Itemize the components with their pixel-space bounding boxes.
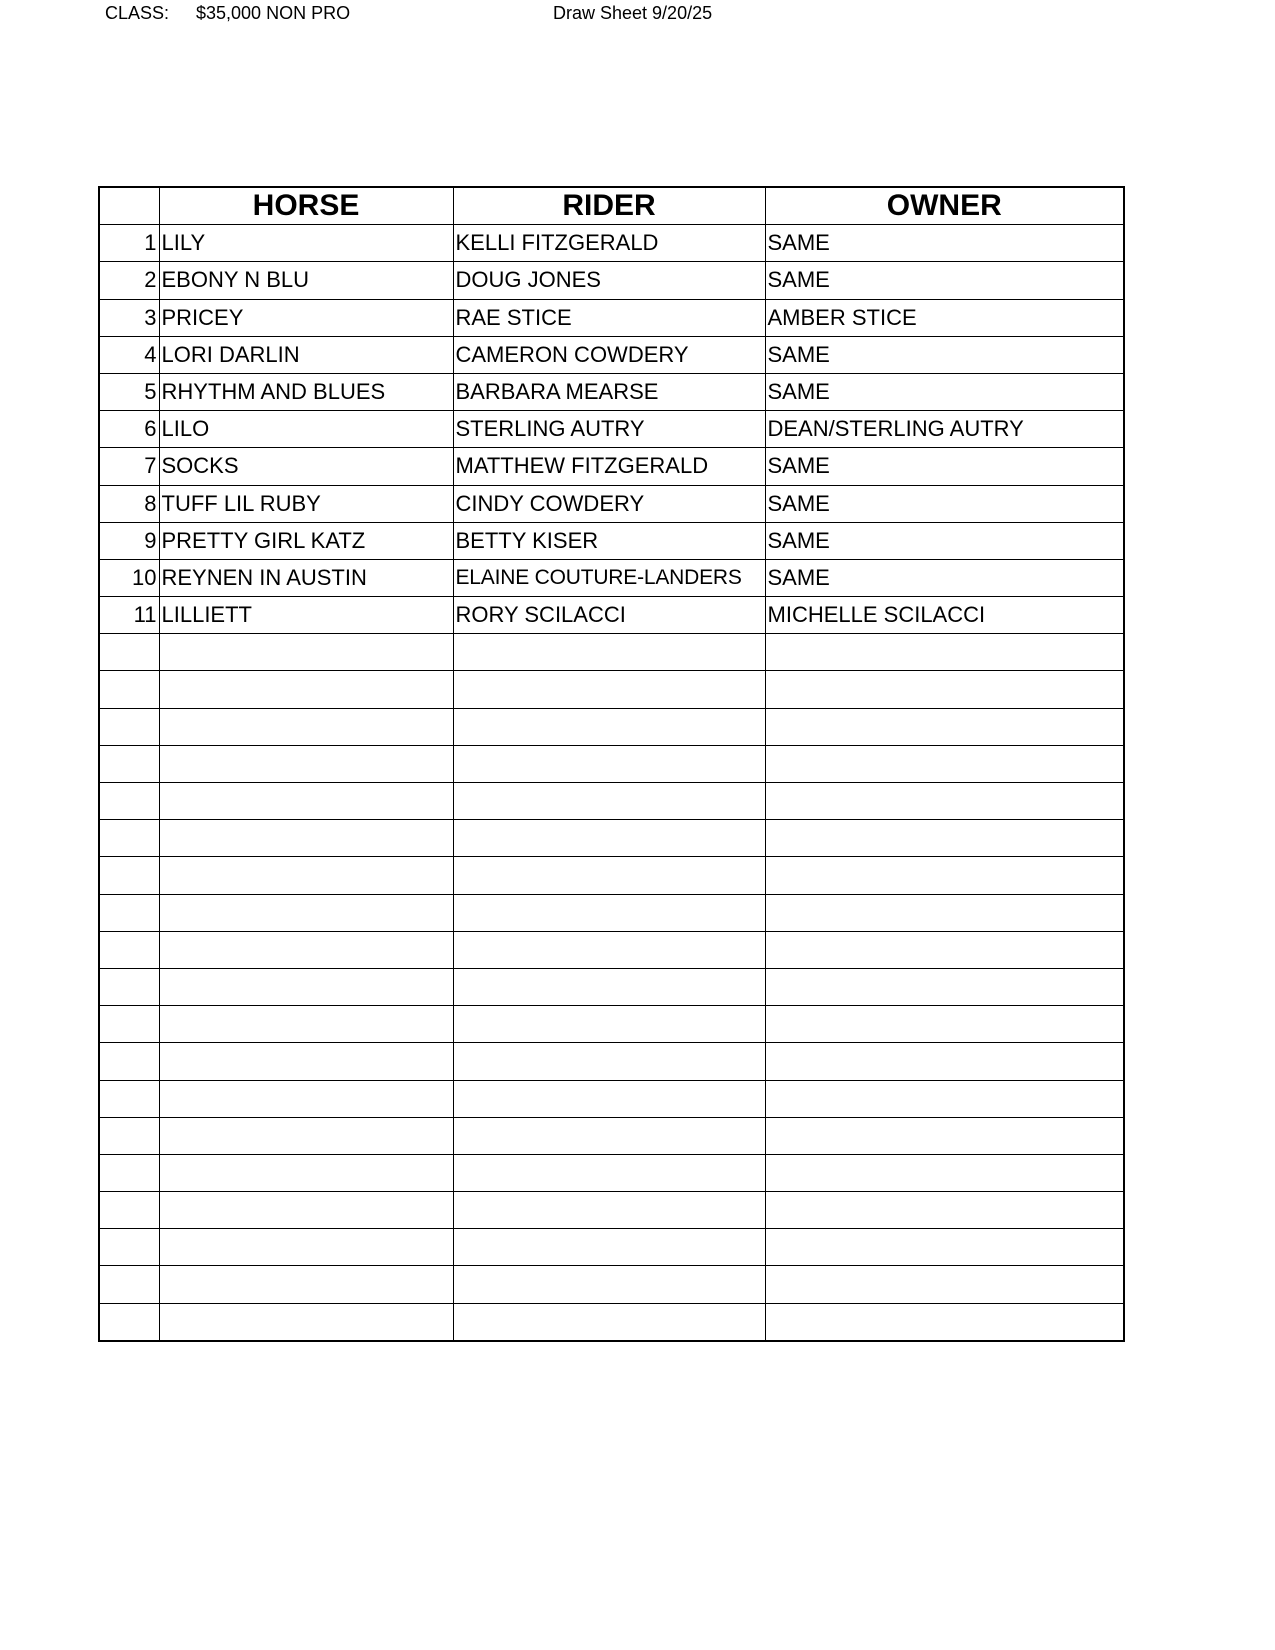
blank-cell <box>159 1043 453 1080</box>
table-row <box>99 225 1124 262</box>
blank-cell <box>453 894 765 931</box>
owner-cell: SAME <box>765 485 1124 522</box>
draw-number-cell: 2 <box>99 262 159 299</box>
owner-cell: SAME <box>765 225 1124 262</box>
blank-cell <box>765 968 1124 1005</box>
blank-cell <box>765 1043 1124 1080</box>
blank-row <box>99 634 1124 671</box>
blank-row <box>99 708 1124 745</box>
blank-cell <box>159 1266 453 1303</box>
blank-cell <box>765 1117 1124 1154</box>
blank-cell <box>453 1043 765 1080</box>
blank-cell <box>453 1229 765 1266</box>
blank-cell <box>159 634 453 671</box>
horse-cell: PRETTY GIRL KATZ <box>159 522 453 559</box>
blank-cell <box>159 894 453 931</box>
table-row <box>99 448 1124 485</box>
blank-cell <box>765 708 1124 745</box>
horse-cell: TUFF LIL RUBY <box>159 485 453 522</box>
blank-cell <box>159 783 453 820</box>
blank-cell <box>453 968 765 1005</box>
rider-cell: DOUG JONES <box>453 262 765 299</box>
blank-cell <box>453 857 765 894</box>
owner-cell: SAME <box>765 522 1124 559</box>
rider-cell: RAE STICE <box>453 299 765 336</box>
blank-cell <box>453 1154 765 1191</box>
rider-cell: BARBARA MEARSE <box>453 373 765 410</box>
table-row <box>99 336 1124 373</box>
draw-number-cell: 5 <box>99 373 159 410</box>
owner-cell: SAME <box>765 373 1124 410</box>
rider-cell: ELAINE COUTURE-LANDERS <box>453 559 765 596</box>
blank-cell <box>99 931 159 968</box>
blank-cell <box>99 1043 159 1080</box>
blank-row <box>99 968 1124 1005</box>
column-header-rider: RIDER <box>453 187 765 225</box>
draw-number-cell: 7 <box>99 448 159 485</box>
blank-cell <box>159 968 453 1005</box>
horse-cell: SOCKS <box>159 448 453 485</box>
blank-row <box>99 1043 1124 1080</box>
blank-cell <box>765 1266 1124 1303</box>
blank-row <box>99 1080 1124 1117</box>
owner-cell: AMBER STICE <box>765 299 1124 336</box>
blank-row <box>99 894 1124 931</box>
blank-cell <box>159 1006 453 1043</box>
table-row <box>99 522 1124 559</box>
blank-cell <box>453 745 765 782</box>
blank-cell <box>159 1303 453 1341</box>
blank-cell <box>159 708 453 745</box>
blank-cell <box>765 783 1124 820</box>
class-label: CLASS: <box>105 3 170 23</box>
blank-row <box>99 1117 1124 1154</box>
draw-number-cell: 9 <box>99 522 159 559</box>
blank-cell <box>765 1192 1124 1229</box>
horse-cell: EBONY N BLU <box>159 262 453 299</box>
blank-row <box>99 671 1124 708</box>
rider-cell: KELLI FITZGERALD <box>453 225 765 262</box>
horse-cell: LILY <box>159 225 453 262</box>
blank-cell <box>765 1303 1124 1341</box>
blank-cell <box>99 968 159 1005</box>
blank-cell <box>99 894 159 931</box>
blank-cell <box>453 820 765 857</box>
blank-cell <box>765 931 1124 968</box>
blank-cell <box>99 671 159 708</box>
rider-cell: MATTHEW FITZGERALD <box>453 448 765 485</box>
blank-cell <box>99 820 159 857</box>
blank-cell <box>99 1080 159 1117</box>
blank-cell <box>99 634 159 671</box>
owner-cell: SAME <box>765 336 1124 373</box>
horse-cell: LORI DARLIN <box>159 336 453 373</box>
blank-cell <box>765 634 1124 671</box>
blank-cell <box>99 1117 159 1154</box>
table-row <box>99 373 1124 410</box>
horse-cell: RHYTHM AND BLUES <box>159 373 453 410</box>
blank-cell <box>765 820 1124 857</box>
blank-cell <box>159 1117 453 1154</box>
rider-cell: STERLING AUTRY <box>453 411 765 448</box>
blank-row <box>99 1303 1124 1341</box>
sheet-title: Draw Sheet 9/20/25 <box>553 3 713 23</box>
blank-cell <box>159 671 453 708</box>
class-value: $35,000 NON PRO <box>196 3 351 23</box>
blank-cell <box>453 931 765 968</box>
blank-row <box>99 931 1124 968</box>
blank-row <box>99 820 1124 857</box>
blank-cell <box>159 745 453 782</box>
blank-cell <box>159 1229 453 1266</box>
owner-cell: SAME <box>765 448 1124 485</box>
blank-cell <box>159 820 453 857</box>
blank-row <box>99 1154 1124 1191</box>
blank-cell <box>159 1154 453 1191</box>
draw-number-cell: 3 <box>99 299 159 336</box>
blank-cell <box>453 1303 765 1341</box>
blank-cell <box>765 671 1124 708</box>
blank-cell <box>159 1080 453 1117</box>
horse-cell: LILO <box>159 411 453 448</box>
blank-cell <box>99 708 159 745</box>
blank-cell <box>99 857 159 894</box>
table-row <box>99 262 1124 299</box>
owner-cell: DEAN/STERLING AUTRY <box>765 411 1124 448</box>
blank-cell <box>453 1080 765 1117</box>
owner-cell: MICHELLE SCILACCI <box>765 597 1124 634</box>
column-header-number <box>99 187 159 225</box>
blank-cell <box>765 1080 1124 1117</box>
owner-cell: SAME <box>765 262 1124 299</box>
horse-cell: REYNEN IN AUSTIN <box>159 559 453 596</box>
blank-row <box>99 857 1124 894</box>
blank-cell <box>159 931 453 968</box>
blank-cell <box>99 1303 159 1341</box>
blank-cell <box>453 783 765 820</box>
horse-cell: LILLIETT <box>159 597 453 634</box>
rider-cell: CAMERON COWDERY <box>453 336 765 373</box>
draw-number-cell: 1 <box>99 225 159 262</box>
rider-cell: BETTY KISER <box>453 522 765 559</box>
draw-number-cell: 6 <box>99 411 159 448</box>
table-row <box>99 299 1124 336</box>
blank-cell <box>99 783 159 820</box>
blank-cell <box>453 1117 765 1154</box>
table-row <box>99 559 1124 596</box>
rider-cell: RORY SCILACCI <box>453 597 765 634</box>
blank-cell <box>99 1229 159 1266</box>
table-row <box>99 411 1124 448</box>
rider-cell: CINDY COWDERY <box>453 485 765 522</box>
blank-cell <box>159 1192 453 1229</box>
blank-row <box>99 1006 1124 1043</box>
table-row <box>99 597 1124 634</box>
blank-cell <box>99 1154 159 1191</box>
blank-cell <box>453 671 765 708</box>
blank-cell <box>765 857 1124 894</box>
blank-cell <box>159 857 453 894</box>
blank-cell <box>765 894 1124 931</box>
draw-number-cell: 4 <box>99 336 159 373</box>
draw-table <box>98 186 1125 1342</box>
draw-number-cell: 10 <box>99 559 159 596</box>
owner-cell: SAME <box>765 559 1124 596</box>
blank-row <box>99 783 1124 820</box>
blank-row <box>99 1192 1124 1229</box>
blank-cell <box>453 708 765 745</box>
blank-cell <box>99 1192 159 1229</box>
column-header-owner: OWNER <box>765 187 1124 225</box>
blank-cell <box>453 1266 765 1303</box>
blank-cell <box>765 1006 1124 1043</box>
blank-cell <box>453 634 765 671</box>
blank-cell <box>453 1192 765 1229</box>
draw-number-cell: 11 <box>99 597 159 634</box>
blank-row <box>99 1229 1124 1266</box>
blank-cell <box>99 1006 159 1043</box>
horse-cell: PRICEY <box>159 299 453 336</box>
blank-row <box>99 745 1124 782</box>
column-header-horse: HORSE <box>159 187 453 225</box>
table-header-row <box>99 187 1124 225</box>
blank-row <box>99 1266 1124 1303</box>
blank-cell <box>453 1006 765 1043</box>
blank-cell <box>99 1266 159 1303</box>
blank-cell <box>765 1229 1124 1266</box>
blank-cell <box>765 1154 1124 1191</box>
blank-cell <box>765 745 1124 782</box>
draw-number-cell: 8 <box>99 485 159 522</box>
table-row <box>99 485 1124 522</box>
blank-cell <box>99 745 159 782</box>
